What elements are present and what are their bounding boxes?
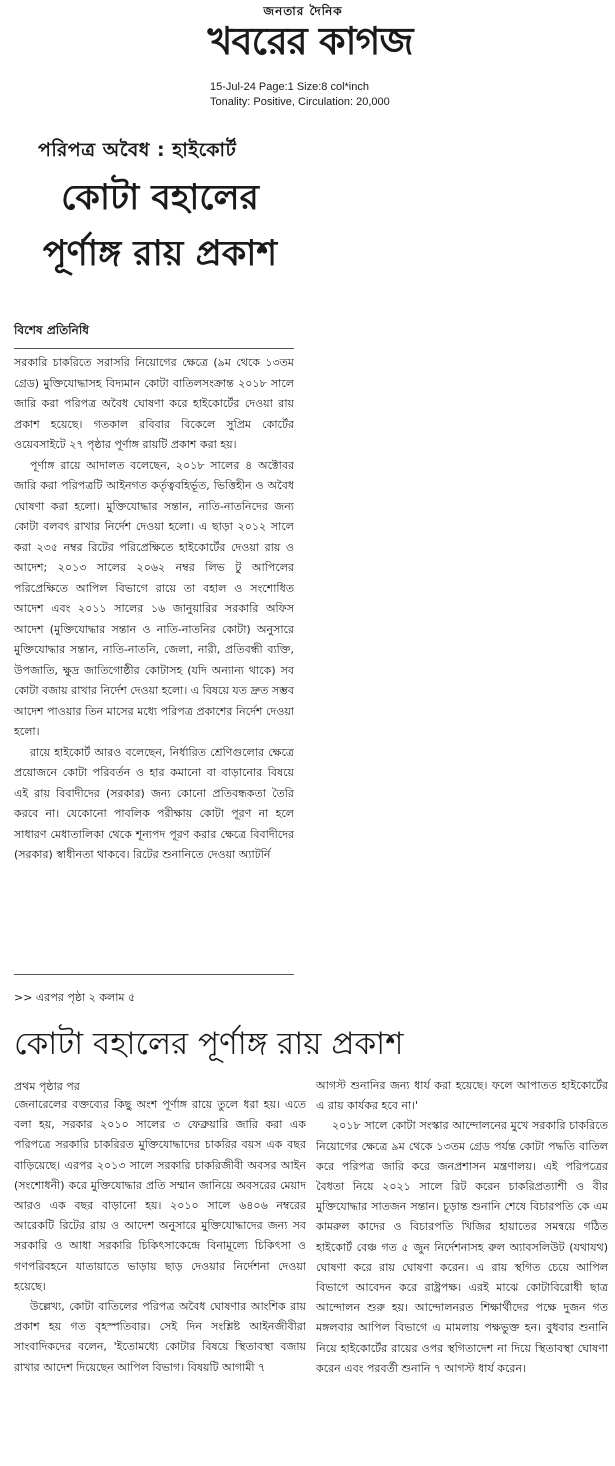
divider-top: [14, 348, 294, 349]
continuation-from-page: প্রথম পৃষ্ঠার পর: [14, 1080, 80, 1093]
continuation-paragraph: জেনারেলের বক্তব্যের কিছু অংশ পূর্ণাঙ্গ রায়ে তুলে ধরা হয়। এতে বলা হয়, সরকার ২০১০ সালের ৩ ফেব্রুয়ারি জারি করা এক পরিপত্রে সরকারি চাকরিরত মুক্তিযোদ্ধাদের চাকরির বয়স এক বছর বাড়িয়েছে। এরপর ২০১৩ সালে সরকারি চাকরিজীবী অবসর আইন (সংশোধনী) করে মুক্তিযোদ্ধার প্রতি সম্মান জানিয়ে অবসরের মেয়াদ আরও এক বছর বাড়ানো হয়। ২০১০ সালে ৬৪০৬ নম্বরের আরেকটি রিটের রায় ও আদেশ অনুসারে মুক্তিযোদ্ধাদের জন্য সব সরকারি ও আধা সরকারি চিকিৎসাকেন্দ্রে বিনামূল্যে চিকিৎসা ও গণপরিবহনে যাতায়াতে ভাড়ায় ছাড় দেওয়ার নির্দেশনা দেওয়া হয়েছে।: [14, 1098, 306, 1293]
article-byline: বিশেষ প্রতিনিধি: [14, 323, 89, 337]
masthead-logo: খবরের কাগজ: [207, 19, 413, 63]
article-paragraph: সরকারি চাকরিতে সরাসরি নিয়োগের ক্ষেত্রে (৯ম থেকে ১৩তম গ্রেড) মুক্তিযোদ্ধাসহ বিদ্যমান কোটা বাতিলসংক্রান্ত ২০১৮ সালে জারি করা পরিপত্র অবৈধ ঘোষণা করে হাইকোর্টের দেওয়া রায় প্রকাশ হয়েছে। গতকাল রবিবার বিকেলে সুপ্রিম কোর্টের ওয়েবসাইটে ২৭ পৃষ্ঠার পূর্ণাঙ্গ রায়টি প্রকাশ করা হয়।: [14, 356, 294, 451]
masthead-tagline: জনতার দৈনিক: [263, 4, 343, 18]
continuation-headline: কোটা বহালের পূর্ণাঙ্গ রায় প্রকাশ: [14, 1026, 404, 1062]
article-body: [14, 353, 294, 971]
continuation-paragraph: আগস্ট শুনানির জন্য ধার্য করা হয়েছে। ফলে আপাতত হাইকোর্টের এ রায় কার্যকর হবে না।': [316, 1079, 608, 1113]
divider-bottom: [14, 974, 294, 975]
continuation-column-2: [316, 1076, 608, 1460]
clipping-meta-date: 15-Jul-24 Page:1 Size:8 col*inch: [210, 81, 369, 93]
article-headline: কোটা বহালের পূর্ণাঙ্গ রায় প্রকাশ: [42, 178, 278, 274]
article-paragraph: পূর্ণাঙ্গ রায়ে আদালত বলেছেন, ২০১৮ সালের ৪ অক্টোবর জারি করা পরিপত্রটি আইনগত কর্তৃত্ববহির্ভূত, ভিত্তিহীন ও অবৈধ ঘোষণা করা হলো। মুক্তিযোদ্ধার সন্তান, নাতি-নাতনিদের জন্য কোটা বলবৎ রাখার নির্দেশ দেওয়া হলো। এ ছাড়া ২০১২ সালে করা ২৩৫ নম্বর রিটের পরিপ্রেক্ষিতে হাইকোর্টের দেওয়া রায় ও আদেশ; ২০১৩ সালের ২০৬২ নম্বর লিভ টু আপিলের পরিপ্রেক্ষিতে আপিল বিভাগে রায়ে তা বহাল ও সংশোধিত আদেশ এবং ২০১১ সালের ১৬ জানুয়ারির সরকারি অফিস আদেশ (মুক্তিযোদ্ধার সন্তান ও নাতি-নাতনির কোটা) অনুসারে মুক্তিযোদ্ধার সন্তান, নাতি-নাতনি, জেলা, নারী, প্রতিবন্ধী ব্যক্তি, উপজাতি, ক্ষুদ্র জাতিগোষ্ঠীর কোটাসহ (যদি অন্যান্য থাকে) সব কোটা বজায় রাখার নির্দেশ দেওয়া হলো। এ বিষয়ে যত দ্রুত সম্ভব আদেশ পাওয়ার তিন মাসের মধ্যে পরিপত্র প্রকাশের নির্দেশ দেওয়া হলো।: [14, 458, 294, 738]
continuation-paragraph: উল্লেখ্য, কোটা বাতিলের পরিপত্র অবৈধ ঘোষণার আংশিক রায় প্রকাশ হয় গত বৃহস্পতিবার। সেই দিন সংশ্লিষ্ট আইনজীবীরা সাংবাদিকদের বলেন, 'ইতোমধ্যে কোটার বিষয়ে স্থিতাবস্থা বজায় রাখার আদেশ দিয়েছেন আপিল বিভাগ। বিষয়টি আগামী ৭: [14, 1300, 306, 1374]
continuation-paragraph: ২০১৮ সালে কোটা সংস্কার আন্দোলনের মুখে সরকারি চাকরিতে নিয়োগের ক্ষেত্রে ৯ম থেকে ১৩তম গ্রেড পর্যন্ত কোটা পদ্ধতি বাতিল করে পরিপত্র জারি করে জনপ্রশাসন মন্ত্রণালয়। এই পরিপত্রের বৈধতা নিয়ে ২০২১ সালে রিট করেন চাকরিপ্রত্যাশী ও বীর মুক্তিযোদ্ধার সাতজন সন্তান। চূড়ান্ত শুনানি শেষে বিচারপতি কে এম কামরুল কাদের ও বিচারপতি খিজির হায়াতের সমন্বয়ে গঠিত হাইকোর্ট বেঞ্চ গত ৫ জুন নির্দেশনাসহ রুল অ্যাবসলিউট (যথাযথ) ঘোষণা করে রায় ঘোষণা করেন। এ রায় স্থগিত চেয়ে আপিল বিভাগে আবেদন করে রাষ্ট্রপক্ষ। এরই মাঝে কোটাবিরোধী ছাত্র আন্দোলন শুরু হয়। আন্দোলনরত শিক্ষার্থীদের পক্ষে দুজন গত মঙ্গলবার আপিল বিভাগে এ মামলায় পক্ষভুক্ত হন। বুধবার শুনানি নিয়ে হাইকোর্টের রায়ের ওপর স্থগিতাদেশ না দিয়ে স্থিতাবস্থা ঘোষণা করেন এবং পরবর্তী শুনানি ৭ আগস্ট ধার্য করেন।: [316, 1119, 608, 1375]
clipping-meta-tonality: Tonality: Positive, Circulation: 20,000: [210, 96, 390, 108]
masthead: [0, 0, 615, 112]
article-paragraph: রায়ে হাইকোর্ট আরও বলেছেন, নির্ধারিত শ্রেণিগুলোর ক্ষেত্রে প্রয়োজনে কোটা পরিবর্তন ও হার কমানো বা বাড়ানোর বিষয়ে এই রায় বিবাদীদের (সরকার) জন্য কোনো প্রতিবন্ধকতা তৈরি করবে না। যেকোনো পাবলিক পরীক্ষায় কোটা পূরণ না হলে সাধারণ মেধাতালিকা থেকে শূন্যপদ পূরণ করার ক্ষেত্রে বিবাদীদের (সরকার) স্বাধীনতা থাকবে। রিটের শুনানিতে দেওয়া অ্যাটর্নি: [14, 745, 294, 861]
article-kicker: পরিপত্র অবৈধ : হাইকোর্ট: [38, 139, 237, 161]
jump-line: >> এরপর পৃষ্ঠা ২ কলাম ৫: [14, 991, 136, 1004]
continuation-column-1: [14, 1095, 306, 1460]
